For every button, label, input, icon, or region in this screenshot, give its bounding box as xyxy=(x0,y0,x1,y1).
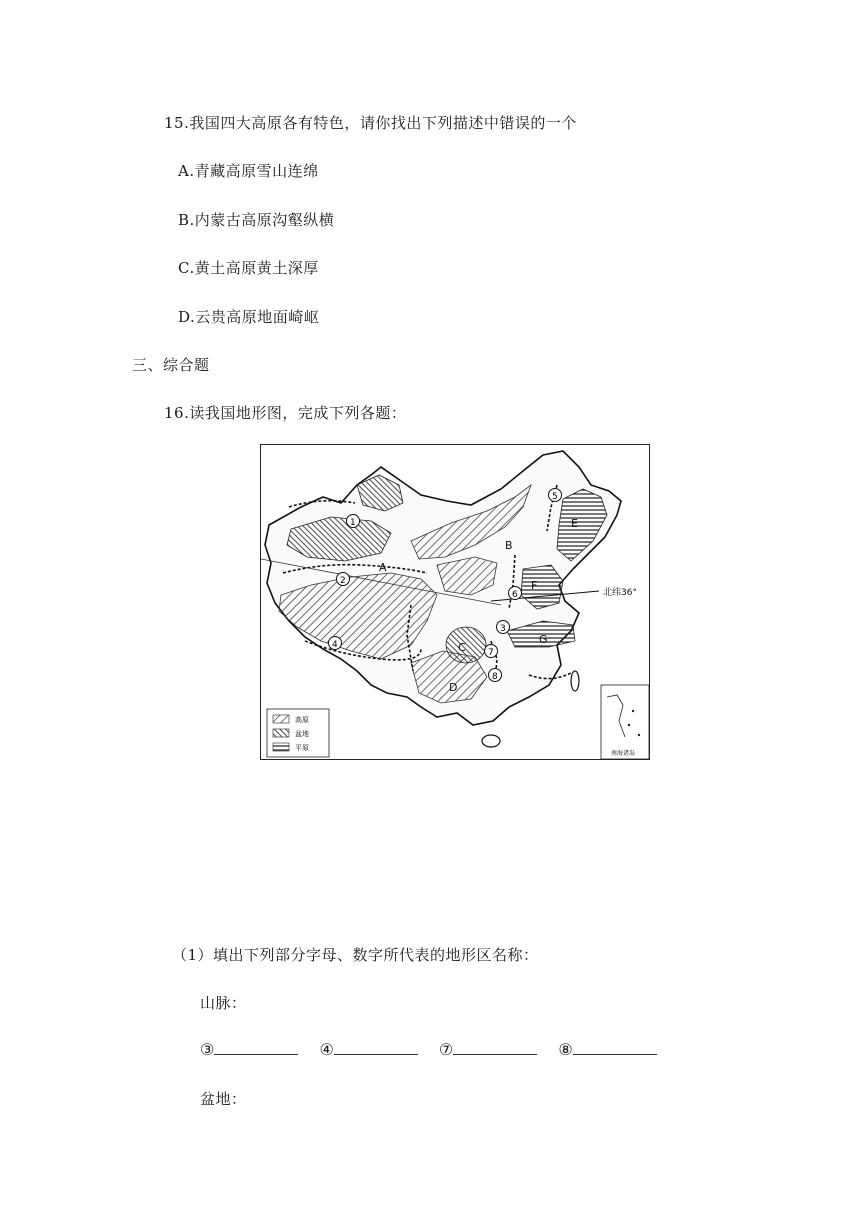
svg-text:7: 7 xyxy=(488,648,494,658)
svg-text:8: 8 xyxy=(492,672,498,682)
blank-8[interactable]: ⑧ xyxy=(558,1040,656,1059)
blank-3[interactable]: ③ xyxy=(200,1040,298,1059)
china-terrain-map xyxy=(260,444,650,760)
option-b: B.内蒙古高原沟壑纵横 xyxy=(178,211,335,229)
question-15-stem: 15.我国四大高原各有特色，请你找出下列描述中错误的一个 xyxy=(164,114,577,132)
option-d: D.云贵高原地面崎岖 xyxy=(178,308,320,326)
map-letter-b: B xyxy=(505,539,513,552)
map-letter-c: C xyxy=(458,641,466,654)
map-number-7 xyxy=(485,645,498,659)
blank-7[interactable]: ⑦ xyxy=(439,1040,537,1059)
map-letter-g: G xyxy=(539,633,548,646)
map-letter-a: A xyxy=(379,561,387,574)
legend-basin: 盆地 xyxy=(295,730,309,738)
latitude-label: 北纬36° xyxy=(603,588,637,598)
question-16-stem: 16.读我国地形图，完成下列各题： xyxy=(164,404,407,422)
map-letter-f: F xyxy=(531,579,538,592)
south-china-sea-inset xyxy=(601,685,649,759)
sub-question-1: （1）填出下列部分字母、数字所代表的地形区名称： xyxy=(172,946,539,964)
map-number-2 xyxy=(337,573,350,587)
mountains-label: 山脉： xyxy=(200,994,247,1012)
inset-label: 南海诸岛 xyxy=(611,750,636,757)
basins-label: 盆地： xyxy=(200,1090,247,1108)
blank-4[interactable]: ④ xyxy=(319,1040,417,1059)
map-number-8 xyxy=(489,669,502,683)
legend-plateau: 高原 xyxy=(295,716,309,724)
map-number-3 xyxy=(497,621,510,635)
map-legend xyxy=(267,709,329,757)
legend-plain: 平原 xyxy=(295,744,309,752)
option-a: A.青藏高原雪山连绵 xyxy=(178,162,319,180)
map-letter-d: D xyxy=(449,681,458,694)
svg-text:5: 5 xyxy=(552,492,558,502)
svg-text:3: 3 xyxy=(500,624,506,634)
svg-text:1: 1 xyxy=(350,518,356,528)
svg-text:4: 4 xyxy=(332,640,338,650)
map-number-4 xyxy=(329,637,342,651)
mountain-blanks xyxy=(200,1040,673,1059)
map-number-5 xyxy=(549,489,562,503)
map-number-1 xyxy=(347,515,360,529)
map-letter-e: E xyxy=(571,517,578,530)
option-c: C.黄土高原黄土深厚 xyxy=(178,259,319,277)
section-heading: 三、综合题 xyxy=(132,356,210,374)
svg-text:2: 2 xyxy=(340,576,346,586)
map-number-6 xyxy=(509,587,522,601)
svg-text:6: 6 xyxy=(512,590,518,600)
